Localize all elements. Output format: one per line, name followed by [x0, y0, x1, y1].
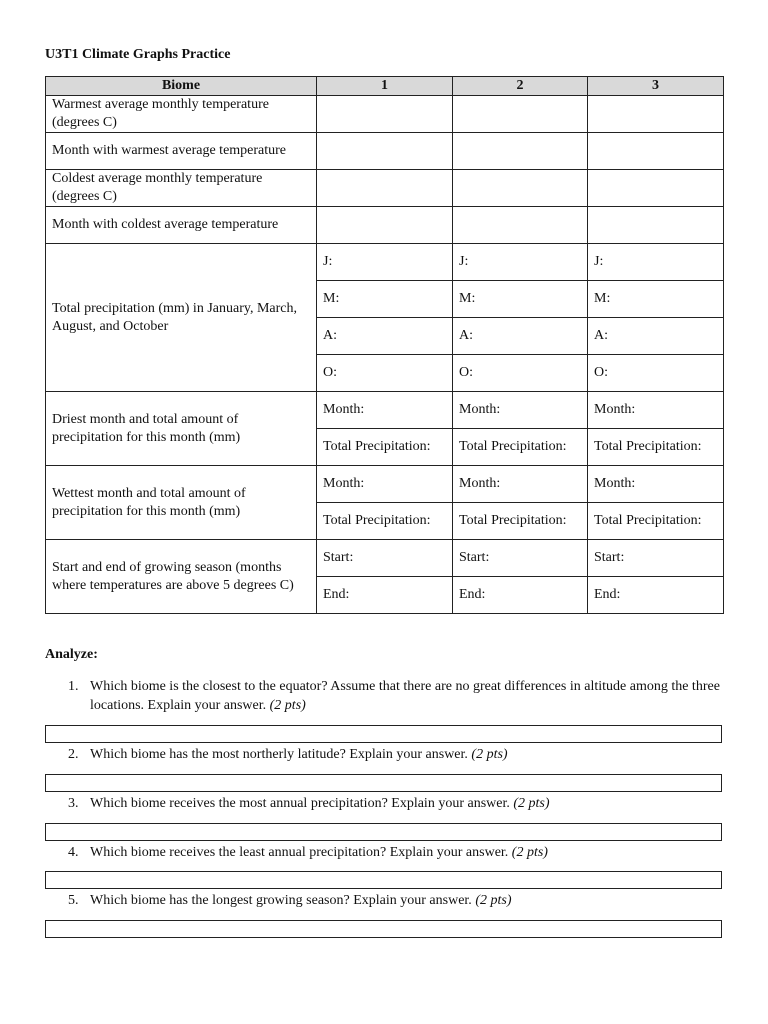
- header-biome-2: 2: [453, 77, 588, 96]
- answer-box-4[interactable]: [45, 871, 722, 889]
- answer-box-2[interactable]: [45, 774, 722, 792]
- question-number: 2.: [68, 747, 79, 762]
- cell-month[interactable]: Month:: [317, 466, 453, 503]
- answer-cell[interactable]: [317, 170, 453, 207]
- header-biome-3: 3: [588, 77, 724, 96]
- cell-march[interactable]: M:: [317, 281, 453, 318]
- cell-end[interactable]: End:: [453, 577, 588, 614]
- table-header-row: [46, 77, 724, 96]
- cell-total-precipitation[interactable]: Total Precipitation:: [588, 429, 724, 466]
- question-number: 5.: [68, 893, 79, 908]
- row-label-warmest-temp: Warmest average monthly temperature (degrees C): [46, 96, 317, 133]
- cell-month[interactable]: Month:: [453, 466, 588, 503]
- answer-box-3[interactable]: [45, 823, 722, 841]
- row-label-total-precip: Total precipitation (mm) in January, March, August, and October: [46, 244, 317, 392]
- cell-january[interactable]: J:: [453, 244, 588, 281]
- question-text: Which biome has the most northerly latitude? Explain your answer.: [90, 747, 468, 762]
- cell-august[interactable]: A:: [453, 318, 588, 355]
- cell-january[interactable]: J:: [588, 244, 724, 281]
- table-row: [46, 96, 724, 133]
- question-text: Which biome receives the least annual precipitation? Explain your answer.: [90, 845, 509, 860]
- table-row: [46, 133, 724, 170]
- question-text: Which biome has the longest growing season? Explain your answer.: [90, 893, 472, 908]
- table-row: [46, 244, 724, 281]
- row-label-warmest-month: Month with warmest average temperature: [46, 133, 317, 170]
- cell-january[interactable]: J:: [317, 244, 453, 281]
- cell-start[interactable]: Start:: [453, 540, 588, 577]
- table-row: [46, 540, 724, 577]
- answer-cell[interactable]: [453, 96, 588, 133]
- cell-month[interactable]: Month:: [317, 392, 453, 429]
- page-title: U3T1 Climate Graphs Practice: [45, 47, 231, 62]
- row-label-wettest: Wettest month and total amount of precipitation for this month (mm): [46, 466, 317, 540]
- header-biome: Biome: [46, 77, 317, 96]
- cell-month[interactable]: Month:: [588, 392, 724, 429]
- table-row: [46, 466, 724, 503]
- question-points: (2 pts): [471, 747, 508, 762]
- answer-cell[interactable]: [317, 207, 453, 244]
- cell-march[interactable]: M:: [453, 281, 588, 318]
- climate-table: [45, 76, 724, 614]
- cell-march[interactable]: M:: [588, 281, 724, 318]
- cell-october[interactable]: O:: [453, 355, 588, 392]
- cell-end[interactable]: End:: [588, 577, 724, 614]
- answer-box-5[interactable]: [45, 920, 722, 938]
- answer-cell[interactable]: [317, 96, 453, 133]
- cell-total-precipitation[interactable]: Total Precipitation:: [317, 503, 453, 540]
- row-label-growing-season: Start and end of growing season (months where temperatures are above 5 degrees C): [46, 540, 317, 614]
- answer-cell[interactable]: [588, 133, 724, 170]
- answer-box-1[interactable]: [45, 725, 722, 743]
- answer-cell[interactable]: [588, 170, 724, 207]
- question-points: (2 pts): [475, 893, 512, 908]
- cell-end[interactable]: End:: [317, 577, 453, 614]
- question-points: (2 pts): [269, 698, 306, 713]
- cell-month[interactable]: Month:: [588, 466, 724, 503]
- answer-cell[interactable]: [588, 207, 724, 244]
- table-row: [46, 207, 724, 244]
- answer-cell[interactable]: [453, 170, 588, 207]
- cell-start[interactable]: Start:: [317, 540, 453, 577]
- cell-august[interactable]: A:: [588, 318, 724, 355]
- cell-total-precipitation[interactable]: Total Precipitation:: [317, 429, 453, 466]
- cell-start[interactable]: Start:: [588, 540, 724, 577]
- answer-cell[interactable]: [453, 207, 588, 244]
- question-number: 1.: [68, 679, 79, 694]
- cell-october[interactable]: O:: [588, 355, 724, 392]
- question-text: Which biome receives the most annual precipitation? Explain your answer.: [90, 796, 510, 811]
- row-label-coldest-month: Month with coldest average temperature: [46, 207, 317, 244]
- cell-total-precipitation[interactable]: Total Precipitation:: [453, 429, 588, 466]
- analyze-heading: Analyze:: [45, 647, 98, 662]
- header-biome-1: 1: [317, 77, 453, 96]
- answer-cell[interactable]: [588, 96, 724, 133]
- cell-month[interactable]: Month:: [453, 392, 588, 429]
- question-points: (2 pts): [511, 845, 548, 860]
- question-text: Which biome is the closest to the equator? Assume that there are no great differences in altitude among the three locations. Explain your answer.: [90, 679, 720, 713]
- cell-total-precipitation[interactable]: Total Precipitation:: [588, 503, 724, 540]
- cell-august[interactable]: A:: [317, 318, 453, 355]
- answer-cell[interactable]: [453, 133, 588, 170]
- row-label-driest: Driest month and total amount of precipitation for this month (mm): [46, 392, 317, 466]
- answer-cell[interactable]: [317, 133, 453, 170]
- cell-october[interactable]: O:: [317, 355, 453, 392]
- table-row: [46, 170, 724, 207]
- table-row: [46, 392, 724, 429]
- question-number: 3.: [68, 796, 79, 811]
- row-label-coldest-temp: Coldest average monthly temperature (degrees C): [46, 170, 317, 207]
- question-points: (2 pts): [513, 796, 550, 811]
- cell-total-precipitation[interactable]: Total Precipitation:: [453, 503, 588, 540]
- question-number: 4.: [68, 845, 79, 860]
